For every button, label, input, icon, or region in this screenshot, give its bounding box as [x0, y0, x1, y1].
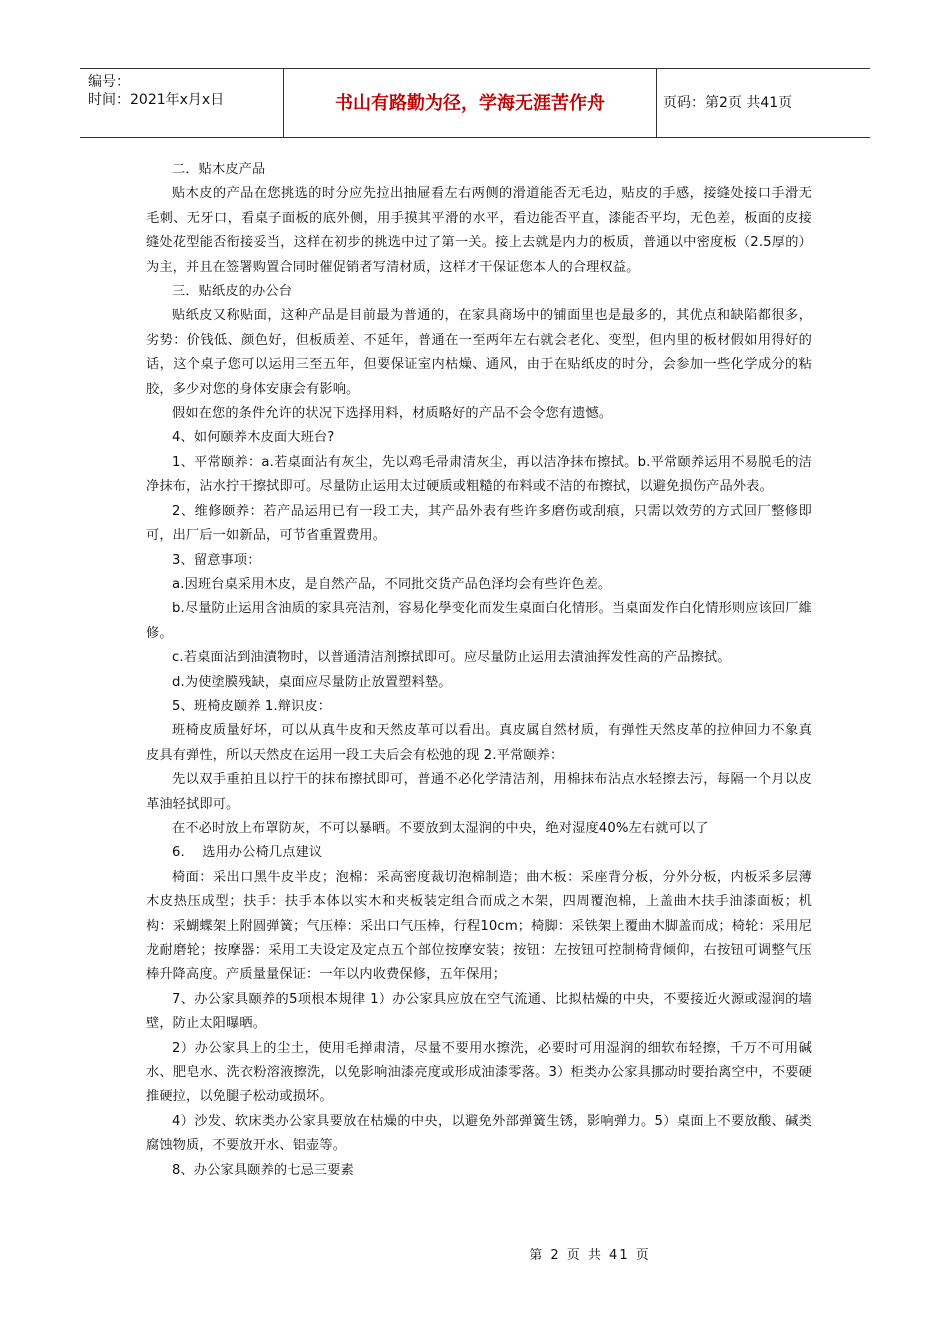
body-paragraph: d.为使塗膜残缺，桌面应尽量防止放置塑料墊。: [172, 674, 452, 690]
body-paragraph: 班椅皮质量好坏，可以从真牛皮和天然皮革可以看出。真皮属自然材质，有弹性天然皮革的拉伸回力不象真皮具有弹性，所以天然皮在运用一段工夫后会有松弛的现 2.平常颐养：: [146, 723, 812, 763]
body-paragraph: 2）办公家具上的尘土，使用毛掸肃清，尽量不要用水擦洗，必要时可用湿润的细软布轻擦，千万不可用碱水、肥皂水、洗衣粉溶液擦洗，以免影响油漆亮度或形成油漆零落。3）柜类办公家具挪动时要抬离空中，不要硬推硬拉，以免腿子松动或损坏。: [146, 1040, 812, 1105]
body-paragraph: 先以双手重拍且以拧干的抹布擦拭即可，普通不必化学清洁剂，用棉抹布沾点水轻擦去污，每隔一个月以皮革油轻拭即可。: [146, 772, 812, 812]
body-paragraph: 2、维修颐养：若产品运用已有一段工夫，其产品外表有些许多磨伤或刮痕，只需以效劳的方式回厂整修即可，出厂后一如新品，可节省重置费用。: [146, 503, 812, 544]
page-header: [80, 68, 870, 138]
body-paragraph: 4）沙发、软床类办公家具要放在枯燥的中央，以避免外部弹簧生锈，影响弹力。5）桌面上不要放酸、碱类腐蚀物质，不要放开水、铝壶等。: [146, 1113, 812, 1154]
section-heading: 6. 选用办公椅几点建议: [172, 845, 323, 861]
body-paragraph: 贴木皮的产品在您挑选的时分应先拉出抽屉看左右两侧的滑道能否无毛边，贴皮的手感，接缝处接口手滑无毛刺、无牙口，看桌子面板的底外侧，用手摸其平滑的水平，看边能否平直，漆能否平均，无色差，板面的皮接缝处花型能否衔接妥当，这样在初步的挑选中过了第一关。接上去就是内力的板质，普通以中密度板（2.5厚的）为主，并且在签署购置合同时催促销者写清材质，这样才干保证您本人的合理权益。: [146, 186, 812, 275]
header-motto: 书山有路勤为径，学海无涯苦作舟: [335, 93, 605, 114]
footer-page-number: 第 2 页 共 41 页: [529, 1248, 651, 1263]
section-heading: 二．贴木皮产品: [172, 162, 266, 177]
header-motto-cell: [284, 69, 657, 137]
body-paragraph: b.尽量防止运用含油质的家具亮洁剂，容易化學变化而发生桌面白化情形。当桌面发作白化情形则应该回厂維修。: [146, 601, 812, 641]
body-paragraph: 贴纸皮又称贴面，这种产品是目前最为普通的，在家具商场中的铺面里也是最多的，其优点和缺陷都很多，劣势：价钱低、颜色好，但板质差、不延年，普通在一至两年左右就会老化、变型，但内里的板材假如用得好的话，这个桌子您可以运用三至五年，但要保证室内枯燥、通风，由于在贴纸皮的时分，会参加一些化学成分的粘胶，多少对您的身体安康会有影响。: [146, 308, 812, 397]
section-heading: 5、班椅皮颐养 1.辩识皮：: [172, 698, 332, 714]
section-heading: 4、如何颐养木皮面大班台?: [172, 430, 335, 446]
document-body: [146, 158, 812, 1183]
header-page-cell: [657, 69, 870, 137]
document-number-label: 编号：: [88, 74, 130, 90]
body-paragraph: 椅面：采出口黑牛皮半皮；泡棉：采高密度裁切泡棉制造；曲木板：采座背分板，分外分板，内板采多层薄木皮热压成型；扶手：扶手本体以实木和夹板装定组合而成之木架，四周覆泡棉，上盖曲木扶手油漆面板；机构：采蝴蝶架上附圆弹簧；气压棒：采出口气压棒，行程10cm；椅脚：采铁架上覆曲木脚盖而成；椅轮：采用尼龙耐磨轮；按摩器：采用工夫设定及定点五个部位按摩安装；按钮：左按钮可控制椅背倾仰，右按钮可调整气压棒升降高度。产质量量保证：一年以内收费保修，五年保用；: [146, 869, 812, 983]
section-heading: 三．贴纸皮的办公台: [172, 284, 293, 300]
body-paragraph: 假如在您的条件允许的状况下选择用料，材质略好的产品不会令您有遗憾。: [172, 406, 613, 422]
body-paragraph: 7、办公家具颐养的5项根本規律 1）办公家具应放在空气流通、比拟枯燥的中央，不要接近火源或湿润的墙壁，防止太阳曝晒。: [146, 991, 812, 1032]
page-footer: [0, 1246, 950, 1266]
body-paragraph: 1、平常颐养：a.若桌面沾有灰尘，先以鸡毛帚肃清灰尘，再以洁净抹布擦拭。b.平常颐养运用不易脱毛的洁净抹布，沾水拧干擦拭即可。尽量防止运用太过硬质或粗糙的布料或不洁的布擦拭，以避免损伤产品外表。: [146, 454, 812, 495]
header-info-cell: [80, 69, 284, 137]
body-paragraph: 在不必时放上布罩防灰，不可以暴晒。不要放到太湿润的中央，绝对湿度40%左右就可以了: [172, 820, 709, 836]
body-paragraph: c.若桌面沾到油漬物时，以普通清洁剂擦拭即可。应尽量防止运用去漬油挥发性高的产品擦拭。: [172, 650, 731, 666]
body-paragraph: 3、留意事项：: [172, 552, 261, 568]
body-paragraph: a.因班台桌采用木皮，是自然产品，不同批交货产品色泽均会有些许色差。: [172, 576, 612, 592]
document-date-label: 时间：2021年x月x日: [88, 92, 225, 108]
section-heading: 8、办公家具颐养的七忌三要素: [172, 1162, 354, 1178]
header-page-number: 页码：第2页 共41页: [663, 95, 793, 111]
